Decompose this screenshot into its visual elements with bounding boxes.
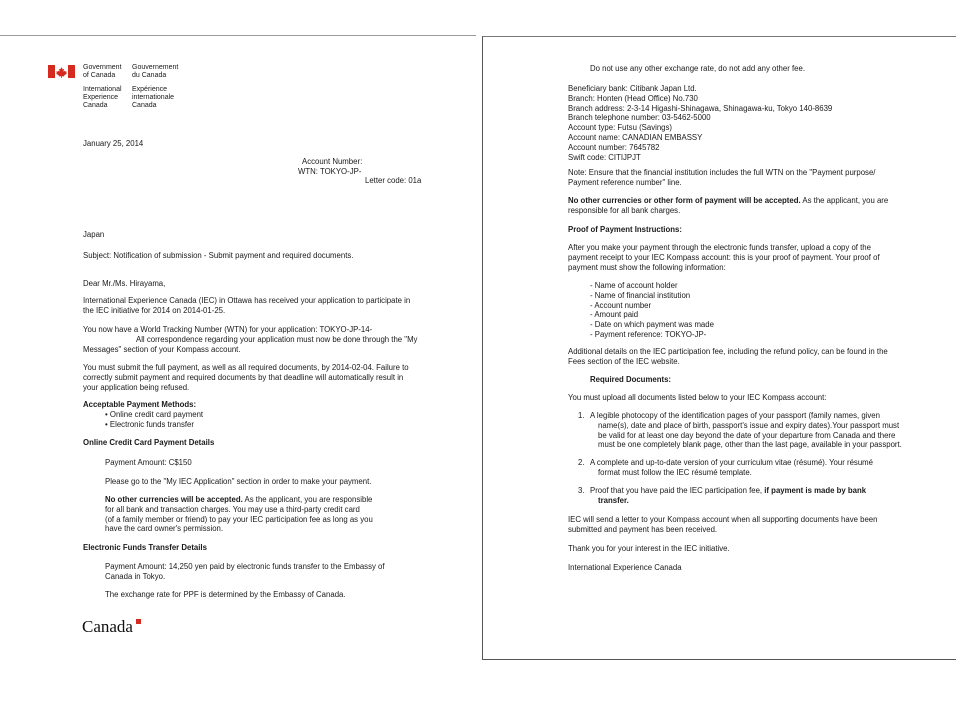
eft-heading: Electronic Funds Transfer Details — [83, 543, 207, 552]
cc-heading: Online Credit Card Payment Details — [83, 438, 215, 447]
thanks-line: Thank you for your interest in the IEC initiative. — [568, 544, 730, 553]
proof-heading: Proof of Payment Instructions: — [568, 225, 682, 234]
list-item: • Online credit card payment — [105, 410, 203, 420]
cc-amount: Payment Amount: C$150 — [105, 458, 192, 467]
proof-paragraph: After you make your payment through the electronic funds transfer, upload a copy of the payment receipt to your IEC Kompass account: this is your proof of payment. Your proof of payment must show the following information: — [568, 243, 880, 272]
required-documents-intro: You must upload all documents listed below to your IEC Kompass account: — [568, 393, 827, 402]
canada-wordmark — [82, 617, 142, 635]
list-item: 2. A complete and up-to-date version of your curriculum vitae (résumé). Your résumé format must follow the IEC résumé template. — [578, 458, 873, 477]
program-name-fr: Expérience internationale Canada — [132, 86, 175, 109]
no-other-payment: No other currencies or other form of payment will be accepted. As the applicant, you are responsible for all bank charges. — [568, 196, 889, 215]
subject-line: Subject: Notification of submission - Submit payment and required documents. — [83, 251, 354, 260]
iec-send-letter: IEC will send a letter to your Kompass account when all supporting documents have been submitted and payment has been received. — [568, 515, 878, 534]
list-item: - Account number — [590, 301, 714, 311]
bank-details: Beneficiary bank: Citibank Japan Ltd. Branch: Honten (Head Office) No.730 Branch address: 2-3-14 Higashi-Shinagawa, Shinagawa-ku, Tokyo 140-8639 Branch telephone number: 03-5462-5000 Account type: Futsu (Savings) Account name: CANADIAN EMBASSY Account number: 7645782 Swift code: CITIJPJT — [568, 84, 833, 162]
canada-flag-icon — [48, 65, 75, 78]
signature-block-en: Government of Canada — [83, 64, 122, 79]
eft-exchange-rate: The exchange rate for PPF is determined by the Embassy of Canada. — [105, 590, 346, 599]
list-item: 3. Proof that you have paid the IEC participation fee, if payment is made by bank transfer. — [578, 485, 867, 505]
paragraph-received: International Experience Canada (IEC) in Ottawa has received your application to participate in the IEC initiative for 2014 on 2014-01-25. — [83, 296, 411, 315]
salutation: Dear Mr./Ms. Hirayama, — [83, 279, 166, 288]
required-documents-heading: Required Documents: — [590, 375, 672, 384]
required-documents-list — [568, 411, 902, 513]
wtn-label: WTN: TOKYO-JP- — [298, 167, 362, 176]
list-item: • Electronic funds transfer — [105, 420, 203, 430]
recipient-country: Japan — [83, 230, 105, 239]
list-item: - Name of account holder — [590, 281, 714, 291]
methods-heading: Acceptable Payment Methods: — [83, 400, 197, 409]
svg-text:Canada: Canada — [82, 617, 133, 635]
additional-details: Additional details on the IEC participation fee, including the refund policy, can be found in the Fees section of the IEC website. — [568, 347, 888, 366]
program-name-en: International Experience Canada — [83, 86, 122, 109]
list-item: - Amount paid — [590, 310, 714, 320]
payment-methods-list — [105, 410, 203, 430]
proof-items-list — [590, 281, 714, 340]
account-number-label: Account Number: — [302, 157, 363, 166]
letter-date: January 25, 2014 — [83, 139, 144, 148]
no-exchange-rate: Do not use any other exchange rate, do not add any other fee. — [590, 64, 805, 73]
signature-block-fr: Gouvernement du Canada — [132, 64, 179, 79]
list-item: 1. A legible photocopy of the identification pages of your passport (family names, given name(s), date and place of birth, passport's issue and expiry dates).Your passport must be valid for at least one day beyond the date of your departure from Canada and there must be one completely blank page, other than the last page, available in your passport. — [578, 411, 902, 450]
paragraph-wtn: You now have a World Tracking Number (WTN) for your application: TOKYO-JP-14- All correspondence regarding your application must now be done through the "My Messages" section of your Kompass account. — [83, 325, 418, 354]
cc-no-other-currencies: No other currencies will be accepted. As the applicant, you are responsible for all bank and transaction charges. You may use a third-party credit card (of a family member or friend) to pay your IEC participation fee as long as you have the card owner's permission. — [105, 495, 373, 534]
paragraph-deadline: You must submit the full payment, as well as all required documents, by 2014-02-04. Failure to correctly submit payment and required documents by that deadline will automatically result in your application being refused. — [83, 363, 409, 392]
wtn-note: Note: Ensure that the financial institution includes the full WTN on the "Payment purpose/ Payment reference number" line. — [568, 168, 876, 187]
closing-signature: International Experience Canada — [568, 563, 682, 572]
cc-instructions: Please go to the "My IEC Application" section in order to make your payment. — [105, 477, 372, 486]
eft-amount: Payment Amount: 14,250 yen paid by electronic funds transfer to the Embassy of Canada in Tokyo. — [105, 562, 385, 581]
list-item: - Payment reference: TOKYO-JP- — [590, 330, 714, 340]
list-item: - Name of financial institution — [590, 291, 714, 301]
letter-code: Letter code: 01a — [365, 176, 422, 185]
list-item: - Date on which payment was made — [590, 320, 714, 330]
